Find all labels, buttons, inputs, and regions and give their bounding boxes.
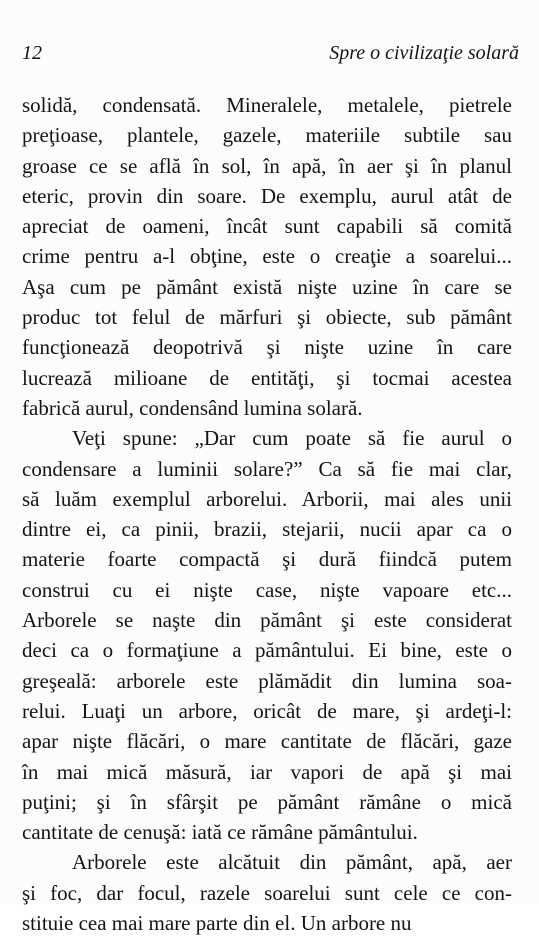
page-number: 12 <box>22 42 42 64</box>
text-line: materie foarte compactă şi dură fiindcă putem <box>22 547 512 572</box>
text-line: deci ca o formaţiune a pământului. Ei bine, este o <box>22 638 512 663</box>
text-line: eteric, provin din soare. De exemplu, aurul atât de <box>22 183 512 208</box>
text-line: groase ce se află în sol, în apă, în aer şi în planul <box>22 153 512 178</box>
text-line: Aşa cum pe pământ există nişte uzine în care se <box>22 274 512 299</box>
text-line: fabrică aurul, condensând lumina solară. <box>22 395 363 420</box>
text-line: Veţi spune: „Dar cum poate să fie aurul o <box>72 426 512 451</box>
text-line: relui. Luaţi un arbore, oricât de mare, şi ardeţi-l: <box>22 698 512 723</box>
text-line: să luăm exemplul arborelui. Arborii, mai ales unii <box>22 486 512 511</box>
text-line: şi foc, dar focul, razele soarelui sunt cele ce con- <box>22 880 512 905</box>
text-line: funcţionează deopotrivă şi nişte uzine în care <box>22 335 512 360</box>
text-line: Arborele este alcătuit din pământ, apă, aer <box>72 850 512 875</box>
text-line: apar nişte flăcări, o mare cantitate de flăcări, gaze <box>22 729 512 754</box>
text-line: dintre ei, ca pinii, brazii, stejarii, nucii apar ca o <box>22 517 512 542</box>
paragraph <box>22 847 512 938</box>
text-line: solidă, condensată. Mineralele, metalele, pietrele <box>22 93 512 117</box>
paragraph <box>22 90 512 423</box>
text-line: preţioase, plantele, gazele, materiile subtile sau <box>22 123 512 148</box>
text-line: Arborele se naşte din pământ şi este considerat <box>22 608 512 633</box>
text-line: crime pentru a-l obţine, este o creaţie a soarelui... <box>22 244 512 269</box>
text-line: greşeală: arborele este plămădit din lumina soa- <box>22 668 512 693</box>
text-line: în mai mică măsură, iar vapori de apă şi mai <box>22 759 512 784</box>
text-line: cantitate de cenuşă: iată ce rămâne pământului. <box>22 820 418 845</box>
text-line: stituie cea mai mare parte din el. Un arbore nu <box>22 911 412 936</box>
text-line: construi cu ei nişte case, nişte vapoare etc... <box>22 577 512 602</box>
paragraph <box>22 423 512 847</box>
text-line: puţini; şi în sfârşit pe pământ rămâne o mică <box>22 789 512 814</box>
text-line: apreciat de oameni, încât sunt capabili să comită <box>22 214 512 239</box>
body-text <box>22 90 512 938</box>
text-line: produc tot felul de mărfuri şi obiecte, sub pământ <box>22 305 512 330</box>
running-title: Spre o civilizaţie solară <box>329 42 519 64</box>
page-header <box>22 42 519 70</box>
text-line: lucrează milioane de entităţi, şi tocmai acestea <box>22 365 512 390</box>
text-line: condensare a luminii solare?” Ca să fie mai clar, <box>22 456 512 481</box>
